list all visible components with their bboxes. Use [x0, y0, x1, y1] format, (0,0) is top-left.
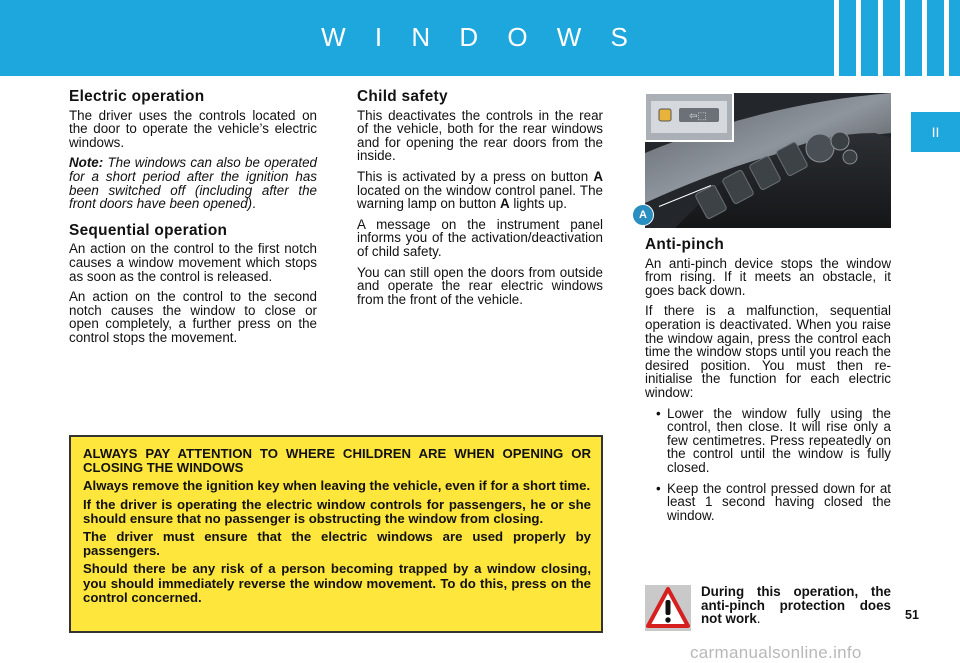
button-a-callout-label: A	[639, 209, 647, 221]
note-label: Note:	[69, 155, 104, 171]
button-a-callout	[632, 204, 654, 226]
anti-pinch-text-2: If there is a malfunction, sequential operation is deactivated. When you raise the window again, press the control each time the window stops until you reach the desired position. You must then re-initialise the function for each electric window:	[645, 303, 891, 400]
warning-heading: ALWAYS PAY ATTENTION TO WHERE CHILDREN ARE WHEN OPENING OR CLOSING THE WINDOWS	[83, 446, 591, 476]
column-child-safety	[357, 90, 603, 313]
list-item: • Keep the control pressed down for at least 1 second having closed the window.	[667, 482, 891, 523]
child-safety-text-1: This deactivates the controls in the rear of the vehicle, both for the rear windows and for opening the rear doors from the inside.	[357, 107, 603, 164]
electric-operation-heading: Electric operation	[69, 88, 205, 105]
reinitialise-steps-list	[645, 407, 891, 523]
sequential-operation-text-2: An action on the control to the second notch causes the window to close or open completely, a further press on the control stops the movement.	[69, 289, 317, 345]
warning-line: Should there be any risk of a person becoming trapped by a window closing, you should immediately reverse the window movement. To do this, press on the control concerned.	[83, 561, 591, 605]
page-number: 51	[905, 608, 919, 622]
chapter-tab: II	[911, 112, 960, 152]
button-a-ref: A	[593, 168, 603, 184]
caution-text	[701, 585, 891, 626]
child-safety-heading: Child safety	[357, 88, 448, 105]
header-stripes-decoration	[830, 0, 960, 76]
svg-text:⇦⬚: ⇦⬚	[689, 111, 707, 122]
note-text: The windows can also be operated for a short period after the ignition has been switched off (including after the front doors have been opened)	[69, 155, 317, 212]
child-safety-text-2e: lights up.	[509, 196, 567, 212]
anti-pinch-text-1: An anti-pinch device stops the window from rising. If it meets an obstacle, it goes back down.	[645, 255, 891, 298]
column-electric-operation	[69, 90, 317, 352]
warning-box	[69, 435, 603, 633]
sequential-operation-heading: Sequential operation	[69, 221, 228, 239]
anti-pinch-heading: Anti-pinch	[645, 236, 725, 253]
warning-line: If the driver is operating the electric window controls for passengers, he or she should ensure that no passenger is obstructing the window from closing.	[83, 496, 591, 526]
child-safety-text-2c: located on the window control panel. The warning lamp on button	[357, 182, 603, 212]
child-safety-text-4: You can still open the doors from outside and operate the rear electric windows from the front of the vehicle.	[357, 264, 603, 307]
column-anti-pinch	[645, 238, 891, 529]
warning-line: Always remove the ignition key when leaving the vehicle, even if for a short time.	[83, 478, 591, 494]
child-safety-text-2	[357, 170, 603, 211]
electric-operation-text: The driver uses the controls located on the door to operate the vehicle’s electric windows.	[69, 107, 317, 150]
caution-text-main: During this operation, the anti-pinch protection does not work	[701, 584, 891, 627]
caution-triangle-icon	[645, 585, 691, 631]
note-end: .	[252, 196, 256, 212]
footer-watermark-url: carmanualsonline.info	[690, 643, 862, 662]
button-a-ref-2: A	[499, 196, 510, 212]
warning-line: The driver must ensure that the electric windows are used properly by passengers.	[83, 529, 591, 559]
caution-text-end: .	[756, 611, 761, 627]
child-safety-text-3: A message on the instrument panel informs you of the activation/deactivation of child safety.	[357, 216, 603, 259]
header-band	[0, 0, 960, 76]
note-paragraph	[69, 156, 317, 210]
sequential-operation-text-1: An action on the control to the first notch causes a window movement which stops as soon as the control is released.	[69, 241, 317, 284]
child-safety-text-2a: This is activated by a press on button	[357, 168, 594, 184]
window-control-panel-photo	[639, 93, 891, 228]
page-title: W I N D O W S	[321, 22, 639, 52]
list-item: • Lower the window fully using the control, then close. It will rise only a few centimetres. Press repeatedly on the control until the window is fully closed.	[667, 407, 891, 475]
